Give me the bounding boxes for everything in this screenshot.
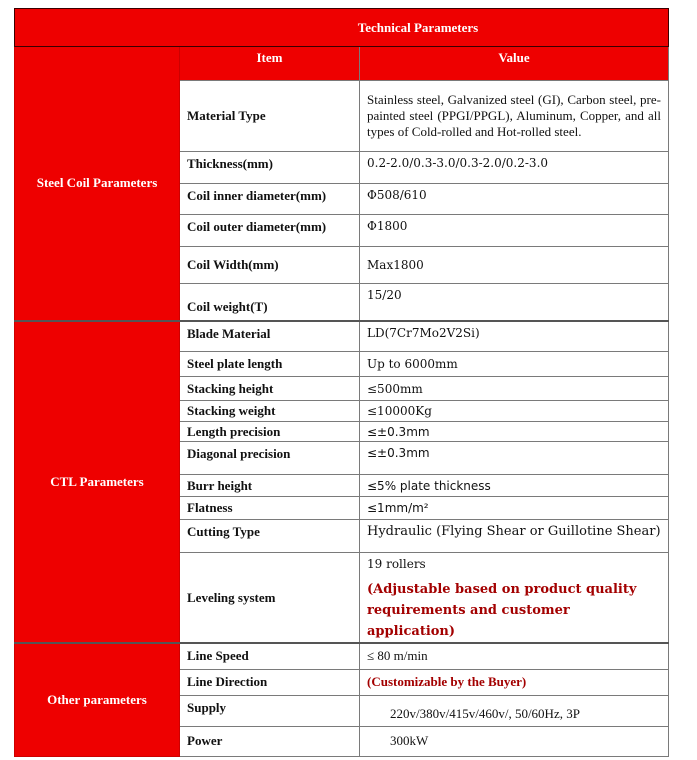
- row-label: Coil weight(T): [180, 284, 360, 321]
- row-value: ≤±0.3mm: [360, 442, 669, 475]
- row-label: Coil Width(mm): [180, 247, 360, 284]
- row-value: Up to 6000mm: [360, 352, 669, 377]
- group-ctl-parameters: CTL Parameters: [15, 321, 180, 644]
- row-label: Leveling system: [180, 553, 360, 644]
- row-value: ≤10000Kg: [360, 401, 669, 422]
- row-value: Stainless steel, Galvanized steel (GI), Carbon steel, pre-painted steel (PPGI/PPGL), Aluminum, Copper, and all types of Cold-rolled and Hot-rolled steel.: [360, 81, 669, 152]
- row-value: 220v/380v/415v/460v/, 50/60Hz, 3P: [360, 695, 669, 726]
- row-label: Stacking height: [180, 377, 360, 401]
- row-value: 15/20: [360, 284, 669, 321]
- table-row: [15, 643, 669, 669]
- technical-parameters-table: [14, 8, 669, 757]
- row-label: Length precision: [180, 422, 360, 442]
- column-header-item: Item: [180, 47, 360, 81]
- leveling-note: (Adjustable based on product quality requirements and customer application): [367, 582, 637, 639]
- row-value: Max1800: [360, 247, 669, 284]
- row-label: Line Speed: [180, 643, 360, 669]
- row-value: ≤5% plate thickness: [360, 475, 669, 497]
- row-label: Diagonal precision: [180, 442, 360, 475]
- row-label: Coil inner diameter(mm): [180, 184, 360, 215]
- row-value: Φ1800: [360, 215, 669, 247]
- group-steel-coil-parameters: Steel Coil Parameters: [15, 47, 180, 321]
- row-label: Line Direction: [180, 669, 360, 695]
- row-value: Hydraulic (Flying Shear or Guillotine Shear): [360, 520, 669, 553]
- header-row: [15, 47, 669, 81]
- row-value: LD(7Cr7Mo2V2Si): [360, 321, 669, 352]
- row-label: Steel plate length: [180, 352, 360, 377]
- row-label: Stacking weight: [180, 401, 360, 422]
- row-label: Blade Material: [180, 321, 360, 352]
- row-label: Material Type: [180, 81, 360, 152]
- table-row: [15, 321, 669, 352]
- row-value: 300kW: [360, 726, 669, 756]
- row-value: ≤1mm/m²: [360, 497, 669, 520]
- row-value: ≤±0.3mm: [360, 422, 669, 442]
- row-value: 0.2-2.0/0.3-3.0/0.3-2.0/0.2-3.0: [360, 152, 669, 184]
- row-value: (Customizable by the Buyer): [360, 669, 669, 695]
- row-label: Burr height: [180, 475, 360, 497]
- row-label: Supply: [180, 695, 360, 726]
- leveling-rollers: 19 rollers: [367, 557, 426, 571]
- table-title: Technical Parameters: [15, 9, 669, 47]
- title-row: [15, 9, 669, 47]
- row-value: ≤ 80 m/min: [360, 643, 669, 669]
- column-header-value: Value: [360, 47, 669, 81]
- row-label: Power: [180, 726, 360, 756]
- row-label: Thickness(mm): [180, 152, 360, 184]
- group-other-parameters: Other parameters: [15, 643, 180, 756]
- row-label: Coil outer diameter(mm): [180, 215, 360, 247]
- row-value: ≤500mm: [360, 377, 669, 401]
- row-label: Flatness: [180, 497, 360, 520]
- row-value: Φ508/610: [360, 184, 669, 215]
- row-label: Cutting Type: [180, 520, 360, 553]
- row-value: [360, 553, 669, 644]
